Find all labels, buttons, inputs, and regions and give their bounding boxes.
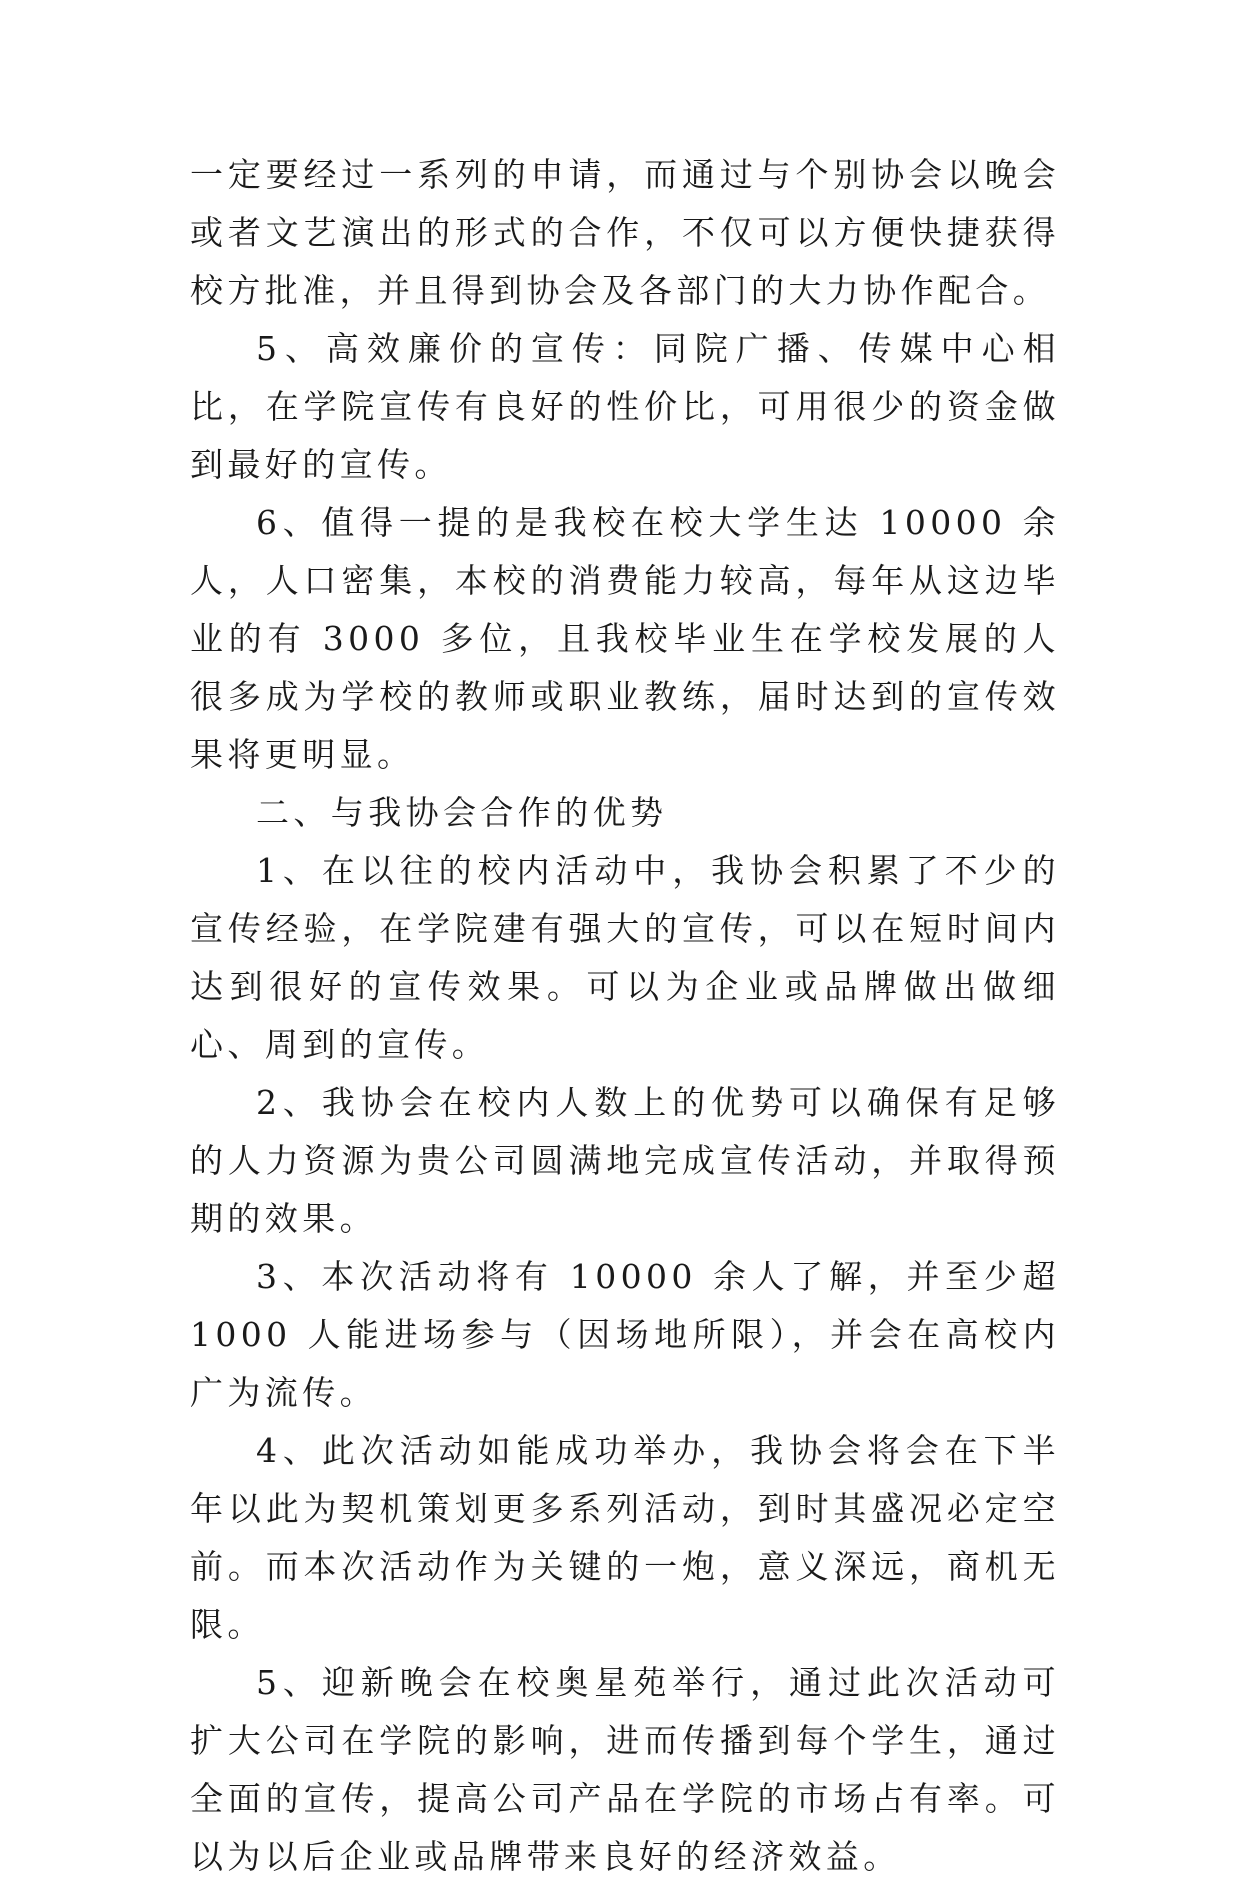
paragraph-advantage-1: 1、在以往的校内活动中，我协会积累了不少的宣传经验，在学院建有强大的宣传，可以在短时间内达到很好的宣传效果。可以为企业或品牌做出做细心、周到的宣传。 (190, 851, 1060, 1064)
paragraph-advantage-4: 4、此次活动如能成功举办，我协会将会在下半年以此为契机策划更多系列活动，到时其盛况必定空前。而本次活动作为关键的一炮，意义深远，商机无限。 (190, 1431, 1060, 1644)
paragraph-item-6-students: 6、值得一提的是我校在校大学生达 10000 余人，人口密集，本校的消费能力较高，每年从这边毕业的有 3000 多位，且我校毕业生在学校发展的人很多成为学校的教师或职业教练，届时达到的宣传效果将更明显。 (190, 503, 1060, 774)
paragraph-continuation: 一定要经过一系列的申请，而通过与个别协会以晚会或者文艺演出的形式的合作，不仅可以方便快捷获得校方批准，并且得到协会及各部门的大力协作配合。 (190, 155, 1060, 310)
section-heading-advantages: 二、与我协会合作的优势 (256, 793, 668, 832)
paragraph-item-5-promotion: 5、高效廉价的宣传：同院广播、传媒中心相比，在学院宣传有良好的性价比，可用很少的资金做到最好的宣传。 (190, 329, 1060, 484)
document-body (190, 146, 1060, 1886)
paragraph-advantage-3: 3、本次活动将有 10000 余人了解，并至少超 1000 人能进场参与（因场地所限），并会在高校内广为流传。 (190, 1257, 1060, 1412)
paragraph-advantage-2: 2、我协会在校内人数上的优势可以确保有足够的人力资源为贵公司圆满地完成宣传活动，并取得预期的效果。 (190, 1083, 1060, 1238)
paragraph-advantage-5: 5、迎新晚会在校奥星苑举行，通过此次活动可扩大公司在学院的影响，进而传播到每个学生，通过全面的宣传，提高公司产品在学院的市场占有率。可以为以后企业或品牌带来良好的经济效益。 (190, 1663, 1060, 1876)
